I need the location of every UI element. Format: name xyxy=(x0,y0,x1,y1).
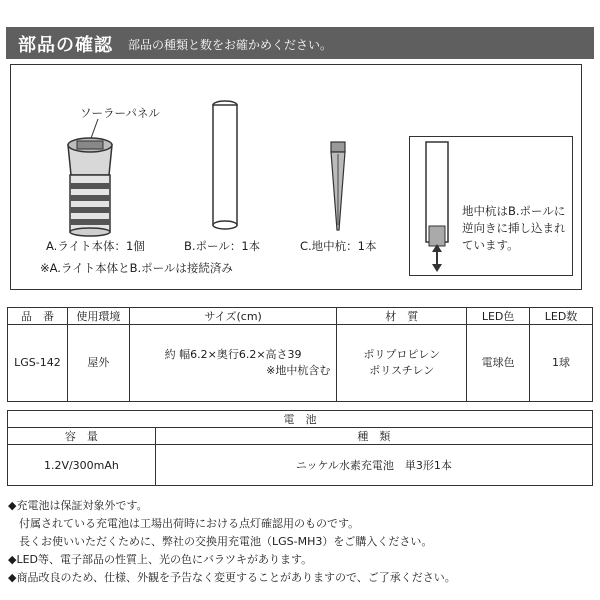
light-body-caption: A.ライト本体：1個 xyxy=(46,239,145,253)
environment-header: 使用環境 xyxy=(67,308,129,325)
ground-stake-illustration xyxy=(323,140,353,235)
stake-caption: C.地中杭：1本 xyxy=(300,239,377,253)
pole-with-stake-illustration xyxy=(416,138,458,274)
spec-table xyxy=(7,307,593,402)
section-subtitle: 部品の種類と数をお確かめください。 xyxy=(128,38,333,52)
battery-header-row xyxy=(8,428,593,445)
led-color: 電球色 xyxy=(467,325,530,402)
pole-illustration xyxy=(205,97,245,232)
note-item: ◆LED等、電子部品の性質上、光の色にバラツキがあります。 xyxy=(8,553,313,566)
size-cell xyxy=(129,325,337,402)
battery-title: 電 池 xyxy=(8,411,593,428)
type-header: 種 類 xyxy=(155,428,592,445)
capacity-header: 容 量 xyxy=(8,428,156,445)
material-cell xyxy=(337,325,467,402)
material-2: ポリスチレン xyxy=(369,364,435,377)
note-item: ◆充電池は保証対象外です。 xyxy=(8,499,148,512)
led-count-header: LED数 xyxy=(530,308,593,325)
battery-value-row xyxy=(8,445,593,486)
battery-type: ニッケル水素充電池 単3形1本 xyxy=(155,445,592,486)
material-header: 材 質 xyxy=(337,308,467,325)
model-header: 品 番 xyxy=(8,308,68,325)
material-1: ポリプロピレン xyxy=(363,348,441,361)
note-item: ◆商品改良のため、仕様、外観を予告なく変更することがありますので、ご了承ください。 xyxy=(8,571,456,584)
pole-caption: B.ポール：1本 xyxy=(184,239,261,253)
note-item: 長くお使いいただくために、弊社の交換用充電池（LGS-MH3）をご購入ください。 xyxy=(8,535,433,548)
battery-table xyxy=(7,410,593,486)
environment: 屋外 xyxy=(67,325,129,402)
battery-capacity: 1.2V/300mAh xyxy=(8,445,156,486)
section-title: 部品の確認 xyxy=(18,35,113,56)
callout-line: 地中杭はB.ポールに xyxy=(462,204,566,218)
connected-note: ※A.ライト本体とB.ポールは接続済み xyxy=(40,261,233,275)
spec-value-row xyxy=(8,325,593,402)
model-number: LGS-142 xyxy=(8,325,68,402)
light-body-illustration xyxy=(55,115,125,240)
size-note: ※地中杭含む xyxy=(266,364,331,377)
battery-title-row xyxy=(8,411,593,428)
callout-line: 逆向きに挿し込まれ xyxy=(462,221,566,235)
led-count: 1球 xyxy=(530,325,593,402)
size-dimensions: 約 幅6.2×奥行6.2×高さ39 xyxy=(164,348,302,361)
callout-text xyxy=(462,203,566,254)
callout-line: ています。 xyxy=(462,238,519,252)
solar-panel-label: ソーラーパネル xyxy=(80,106,160,120)
note-item: 付属されている充電池は工場出荷時における点灯確認用のものです。 xyxy=(8,517,360,530)
notes-list xyxy=(8,497,598,587)
spec-header-row xyxy=(8,308,593,325)
size-header: サイズ(cm) xyxy=(129,308,337,325)
led-color-header: LED色 xyxy=(467,308,530,325)
